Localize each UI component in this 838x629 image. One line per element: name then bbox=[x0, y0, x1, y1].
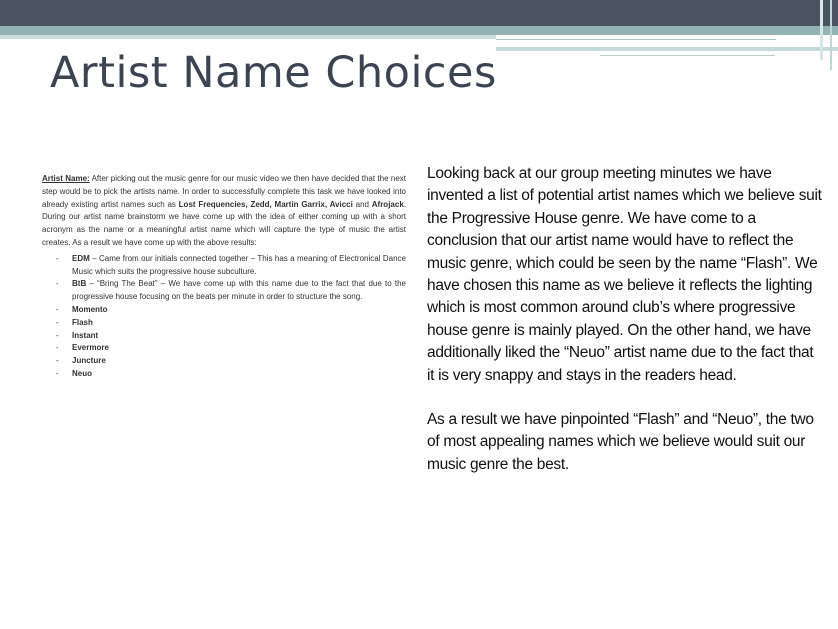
doc-list-item bbox=[42, 355, 406, 368]
header-bar-dark bbox=[0, 0, 838, 26]
doc-text-b: . During our artist name brainstorm we have come up with the idea of either coming up with a short acronym as the name or a meaningful artist name which will capture the type of music the artist creates. As a result we have come up with the above results: bbox=[42, 199, 406, 247]
doc-text-a: After picking out the music genre for our music video we then have decided that the next step would be to pick the artists name. In order to successfully complete this task we have looked into already existing artist names such as bbox=[42, 174, 406, 209]
decor-line bbox=[496, 47, 838, 51]
item-name: Neuo bbox=[72, 368, 92, 378]
doc-and: and bbox=[352, 199, 372, 209]
item-desc: – “Bring The Beat” – We have come up with this name due to the fact that due to the progressive house focusing on the beats per minute in order to structure the song. bbox=[72, 279, 406, 302]
decor-vline bbox=[820, 0, 823, 60]
slide-title: Artist Name Choices bbox=[50, 48, 497, 98]
embedded-document-image bbox=[42, 173, 406, 381]
decor-line bbox=[600, 55, 775, 56]
list-dash: - bbox=[56, 368, 59, 378]
item-name: Instant bbox=[72, 330, 99, 340]
doc-list-item bbox=[42, 330, 406, 343]
list-dash: - bbox=[56, 304, 59, 314]
header-bar-light-left bbox=[0, 35, 496, 39]
doc-list bbox=[42, 253, 406, 381]
list-dash: - bbox=[56, 279, 59, 289]
item-name: Juncture bbox=[72, 356, 106, 366]
doc-label: Artist Name: bbox=[42, 174, 90, 183]
item-name: Evermore bbox=[72, 343, 109, 353]
doc-examples-b: Afrojack bbox=[371, 199, 404, 209]
doc-list-item bbox=[42, 278, 406, 304]
header-bar-gap bbox=[496, 35, 838, 38]
decor-line bbox=[496, 39, 776, 40]
doc-list-item bbox=[42, 304, 406, 317]
decor-vline bbox=[830, 0, 832, 70]
item-name: Momento bbox=[72, 304, 108, 314]
item-name: EDM bbox=[72, 253, 90, 263]
list-dash: - bbox=[56, 356, 59, 366]
item-name: BtB bbox=[72, 279, 87, 289]
body-paragraph: As a result we have pinpointed “Flash” and “Neuo”, the two of most appealing names which we believe would suit our music genre the best. bbox=[427, 411, 814, 473]
doc-list-item bbox=[42, 342, 406, 355]
doc-list-item bbox=[42, 253, 406, 279]
body-paragraph: Looking back at our group meeting minutes we have invented a list of potential artist names which we believe suit the Progressive House genre. We have come to a conclusion that our artist name would have to reflect the music genre, which could be seen by the name “Flash”. We have chosen this name as we believe it reflects the lighting which is most common around club’s where progressive house genre is mainly played. On the other hand, we have additionally liked the “Neuo” artist name due to the fact that it is very snappy and stays in the readers head. bbox=[427, 165, 822, 384]
list-dash: - bbox=[56, 253, 59, 263]
list-dash: - bbox=[56, 317, 59, 327]
doc-examples-a: Lost Frequencies, Zedd, Martin Garrix, Avicci bbox=[178, 199, 353, 209]
list-dash: - bbox=[56, 343, 59, 353]
list-dash: - bbox=[56, 330, 59, 340]
doc-paragraph bbox=[42, 173, 406, 250]
doc-list-item bbox=[42, 317, 406, 330]
slide-body-text bbox=[427, 163, 823, 476]
header-bar-teal bbox=[0, 26, 838, 35]
item-name: Flash bbox=[72, 317, 93, 327]
item-desc: – Came from our initials connected together – This has a meaning of Electronical Dance Music which suits the progressive house subculture. bbox=[72, 253, 406, 276]
doc-list-item bbox=[42, 368, 406, 381]
